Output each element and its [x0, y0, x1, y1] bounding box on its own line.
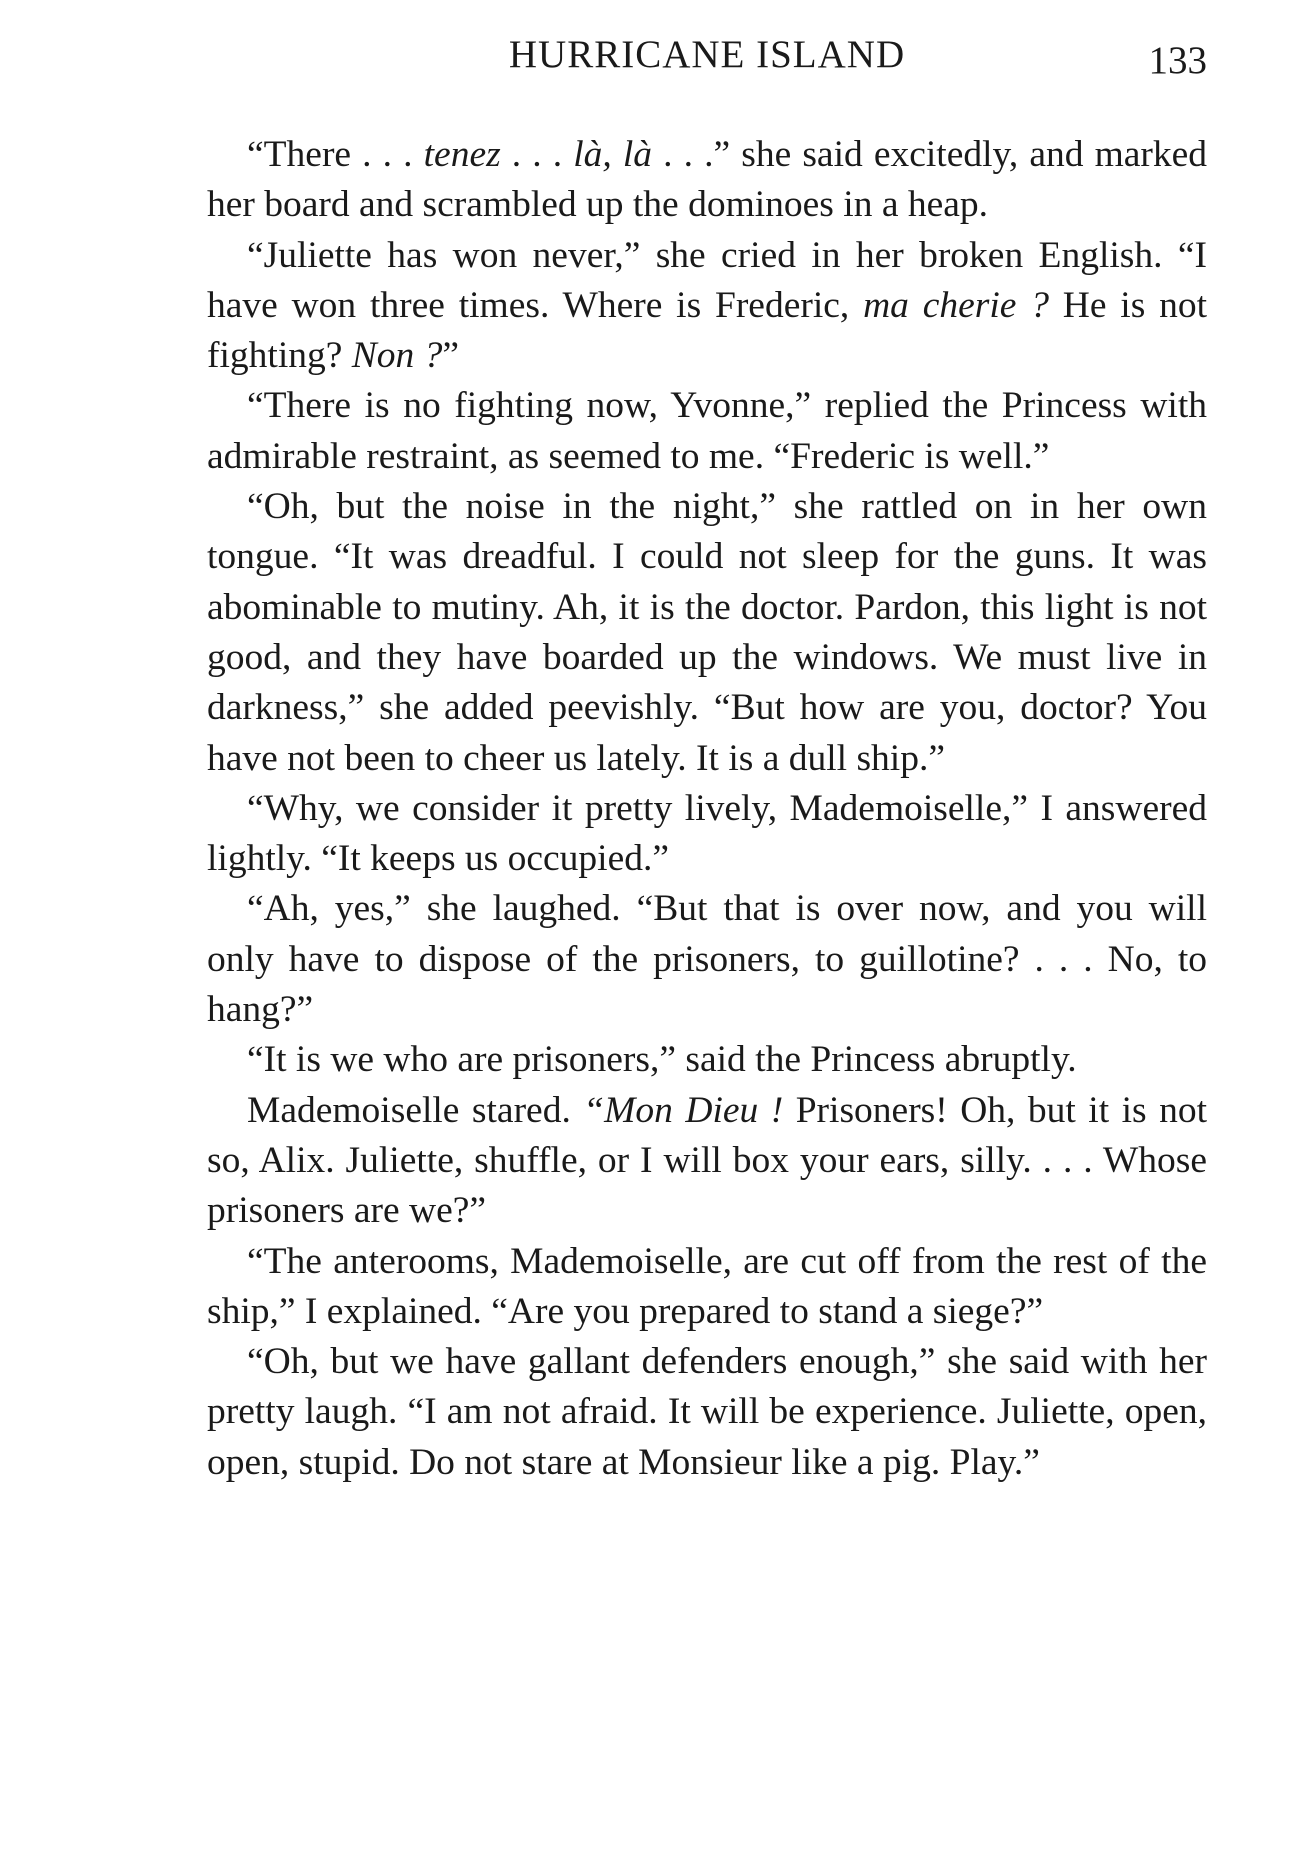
- italic-run: Non ?: [351, 335, 443, 377]
- text-run: “It is we who are prisoners,” said the Princess abruptly.: [247, 1039, 1077, 1081]
- paragraph: [207, 784, 1207, 885]
- text-run: “The anterooms, Mademoiselle, are cut off from the rest of the ship,” I explained. “Are you prepared to stand a siege?”: [207, 1240, 1207, 1332]
- text-run: ”: [442, 335, 460, 377]
- paragraph: [207, 381, 1207, 482]
- paragraph: [207, 231, 1207, 382]
- text-run: “There . . .: [247, 134, 424, 175]
- paragraph: [207, 1337, 1207, 1488]
- paragraph: [207, 884, 1207, 1035]
- running-head: [207, 30, 1207, 90]
- text-run: “Oh, but we have gallant defenders enough,” she said with her pretty laugh. “I am not afraid. It will be experience. Juliette, open, open, stupid. Do not stare at Monsieur like a pig. Play.”: [207, 1341, 1207, 1483]
- text-run: . . .: [500, 134, 574, 175]
- text-run: “Why, we consider it pretty lively, Mademoiselle,” I answered lightly. “It keeps us occupied.”: [207, 787, 1207, 880]
- italic-run: “Mon Dieu !: [583, 1089, 784, 1131]
- italic-run: là, là: [573, 134, 653, 175]
- text-run: He is not fighting?: [207, 284, 1207, 377]
- page-number: 133: [1148, 39, 1207, 82]
- paragraph: [207, 482, 1207, 784]
- text-run: . . .” she said excitedly, and marked her board and scrambled up the dominoes in a heap.: [207, 134, 1208, 226]
- paragraph: [207, 1086, 1207, 1237]
- italic-run: ma cherie ?: [863, 284, 1049, 326]
- running-title: HURRICANE ISLAND: [508, 33, 906, 76]
- text-run: “Ah, yes,” she laughed. “But that is over now, and you will only have to dispose of the prisoners, to guillotine? . . . No, to hang?”: [207, 888, 1207, 1031]
- text-run: “There is no fighting now, Yvonne,” replied the Princess with admirable restraint, as seemed to me. “Frederic is well.”: [207, 385, 1207, 477]
- paragraph: [207, 1035, 1207, 1085]
- paragraph: [207, 130, 1207, 231]
- text-run: Prisoners! Oh, but it is not so, Alix. Juliette, shuffle, or I will box your ears, silly. . . . Whose prisoners are we?”: [207, 1089, 1207, 1232]
- text-run: “Juliette has won never,” she cried in her broken English. “I have won three times. Where is Frederic,: [207, 234, 1207, 326]
- text-run: “Oh, but the noise in the night,” she rattled on in her own tongue. “It was dreadful. I could not sleep for the guns. It was abominable to mutiny. Ah, it is the doctor. Pardon, this light is not good, and they have boarded up the windows. We must live in darkness,” she added peevishly. “But how are you, doctor? You have not been to cheer us lately. It is a dull ship.”: [207, 486, 1207, 779]
- text-run: Mademoiselle stared.: [247, 1089, 584, 1131]
- paragraph: [207, 1237, 1207, 1338]
- italic-run: tenez: [423, 134, 501, 175]
- body-text: [207, 130, 1207, 1488]
